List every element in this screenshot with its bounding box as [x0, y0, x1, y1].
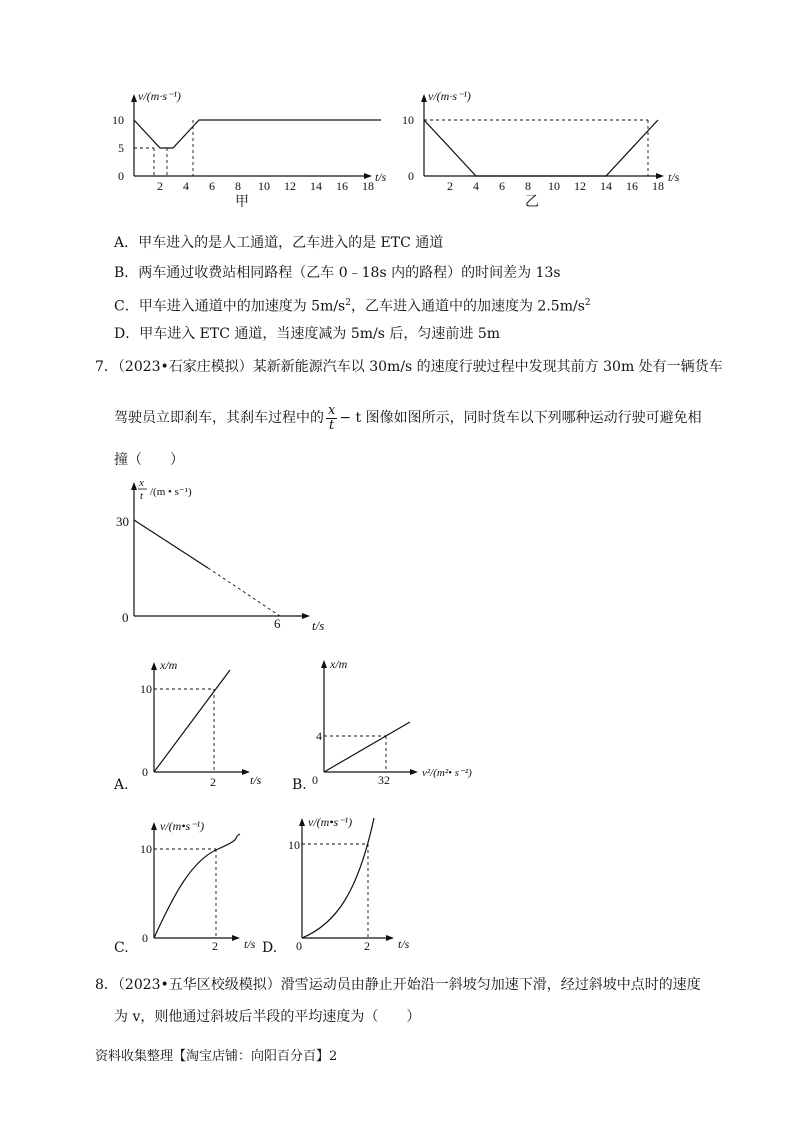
yi-xtick-6: 6	[499, 179, 505, 193]
page-footer: 资料收集整理【淘宝店铺：向阳百分百】2	[95, 1049, 338, 1064]
jia-xtick-8: 8	[235, 179, 241, 193]
q7-solid-line	[134, 520, 208, 568]
opt-c-xlabel: t/s	[244, 937, 256, 951]
yi-xtick-4: 4	[473, 179, 479, 193]
yi-ytick-0: 0	[408, 169, 414, 183]
opt-c-letter: C.	[114, 940, 129, 956]
opt-b-letter: B.	[292, 777, 307, 793]
q6-option-d: D．甲车进入 ETC 通道，当速度减为 5m/s 后，匀速前进 5m	[114, 326, 501, 342]
opt-b-xlabel: v²/(m²• s⁻²)	[422, 767, 472, 779]
q7-x-arrow	[302, 613, 310, 619]
chart-yi	[390, 88, 700, 218]
opt-a-xlabel: t/s	[250, 773, 262, 787]
opt-d-x-arrow	[386, 935, 394, 941]
opt-c-curve	[154, 834, 240, 938]
opt-b-x32: 32	[378, 773, 390, 787]
yi-xtick-12: 12	[574, 179, 586, 193]
yi-xtick-2: 2	[447, 179, 453, 193]
yi-ylabel: v/(m·s⁻¹)	[428, 89, 471, 103]
opt-b-y0: 0	[312, 773, 318, 787]
jia-xtick-4: 4	[183, 179, 189, 193]
opt-c-x-arrow	[232, 935, 240, 941]
jia-xlabel: t/s	[375, 170, 387, 184]
jia-ylabel: v/(m·s⁻¹)	[138, 89, 181, 103]
jia-velocity-line	[134, 120, 381, 148]
opt-d-y10: 10	[288, 838, 300, 852]
q6-option-a: A．甲车进入的是人工通道，乙车进入的是 ETC 通道	[114, 235, 444, 251]
q7-line-1: 7．（2023•石家庄模拟）某新新能源汽车以 30m/s 的速度行驶过程中发现其前方 30m 处有一辆货车	[95, 359, 723, 375]
jia-ytick-5: 5	[118, 141, 124, 155]
jia-xtick-12: 12	[284, 179, 296, 193]
chart-opt-d	[288, 812, 458, 952]
jia-ytick-0: 0	[118, 169, 124, 183]
q6-option-c-sup1: 2	[345, 298, 351, 308]
q6-option-b: B．两车通过收费站相同路程（乙车 0﹣18s 内的路程）的时间差为 13s	[114, 265, 561, 281]
opt-a-letter: A.	[114, 777, 129, 793]
jia-xtick-6: 6	[209, 179, 215, 193]
q7-line-2-post: − t 图像如图所示，同时货车以下列哪种运动行驶可避免相	[339, 410, 702, 426]
jia-x-ticks	[157, 179, 374, 193]
opt-d-curve	[302, 818, 374, 938]
q8-line-1: 8．（2023•五华区校级模拟）滑雪运动员由静止开始沿一斜坡匀加速下滑，经过斜坡中点时的速度	[95, 977, 701, 993]
opt-b-x-arrow	[410, 769, 418, 775]
opt-d-y-arrow	[299, 818, 305, 826]
jia-xtick-10: 10	[258, 179, 270, 193]
opt-a-y-arrow	[151, 662, 157, 670]
jia-xtick-18: 18	[362, 179, 374, 193]
opt-d-ylabel: v/(m•s⁻¹)	[308, 815, 353, 829]
q7-y-arrow	[131, 482, 137, 490]
jia-xtick-14: 14	[310, 179, 322, 193]
q7-frac-den: t	[329, 417, 335, 433]
opt-c-ylabel: v/(m•s⁻¹)	[160, 819, 205, 833]
q6-option-c-part1: C．甲车进入通道中的加速度为 5m/s	[114, 298, 346, 315]
q7-y0: 0	[122, 610, 129, 625]
jia-y-arrow	[131, 94, 137, 102]
yi-xtick-10: 10	[548, 179, 560, 193]
jia-xtick-16: 16	[336, 179, 348, 193]
opt-b-y4: 4	[316, 729, 322, 743]
opt-a-ylabel: x/m	[160, 658, 178, 672]
q7-line-2	[114, 398, 702, 438]
opt-c-y10: 10	[140, 842, 152, 856]
q7-x6: 6	[274, 616, 281, 631]
opt-a-x2: 2	[210, 775, 216, 789]
opt-b-ylabel: x/m	[330, 657, 348, 671]
chart-opt-a	[140, 656, 280, 796]
jia-ytick-10: 10	[112, 113, 124, 127]
opt-c-y0: 0	[142, 931, 148, 945]
q7-dashed-line	[208, 568, 280, 616]
yi-x-ticks	[447, 179, 664, 193]
yi-xtick-8: 8	[525, 179, 531, 193]
q7-fraction	[326, 404, 337, 433]
q7-y30: 30	[116, 514, 129, 529]
q7-frac-num: x	[328, 402, 336, 418]
q7-xlabel: t/s	[312, 618, 325, 633]
jia-xtick-2: 2	[157, 179, 163, 193]
q6-option-c-part2: ，乙车进入通道中的加速度为 2.5m/s	[350, 298, 585, 315]
jia-caption: 甲	[235, 195, 249, 210]
yi-ytick-10: 10	[402, 113, 414, 127]
opt-a-y10: 10	[140, 682, 152, 696]
yi-xtick-18: 18	[652, 179, 664, 193]
opt-b-y-arrow	[321, 660, 327, 668]
opt-d-letter: D.	[262, 940, 278, 956]
opt-a-y0: 0	[142, 765, 148, 779]
opt-d-y0: 0	[296, 939, 302, 953]
opt-b-line	[324, 722, 410, 772]
q7-ylabel-num: x	[139, 477, 144, 489]
opt-a-x-arrow	[242, 769, 250, 775]
q7-ylabel-den: t	[140, 490, 144, 502]
chart-opt-b	[310, 654, 510, 794]
yi-y-arrow	[421, 94, 427, 102]
q7-ylabel-unit: /(m • s⁻¹)	[150, 486, 192, 498]
chart-jia	[100, 88, 400, 218]
chart-q7	[110, 476, 350, 636]
q7-line-3: 撞（ ）	[114, 452, 184, 468]
opt-a-line	[154, 670, 230, 772]
q7-line-2-pre: 驾驶员立即刹车，其刹车过程中的	[114, 410, 324, 426]
opt-c-x2: 2	[212, 939, 218, 953]
yi-xtick-14: 14	[600, 179, 612, 193]
yi-caption: 乙	[525, 195, 539, 210]
yi-xlabel: t/s	[668, 170, 680, 184]
opt-d-x2: 2	[364, 939, 370, 953]
chart-opt-c	[140, 816, 300, 956]
yi-velocity-line	[424, 120, 658, 176]
opt-d-xlabel: t/s	[398, 937, 410, 951]
opt-c-y-arrow	[151, 822, 157, 830]
yi-xtick-16: 16	[626, 179, 638, 193]
q6-option-c-sup2: 2	[584, 298, 591, 308]
q6-option-c	[114, 293, 591, 317]
q8-line-2: 为 v，则他通过斜坡后半段的平均速度为（ ）	[114, 1009, 421, 1025]
